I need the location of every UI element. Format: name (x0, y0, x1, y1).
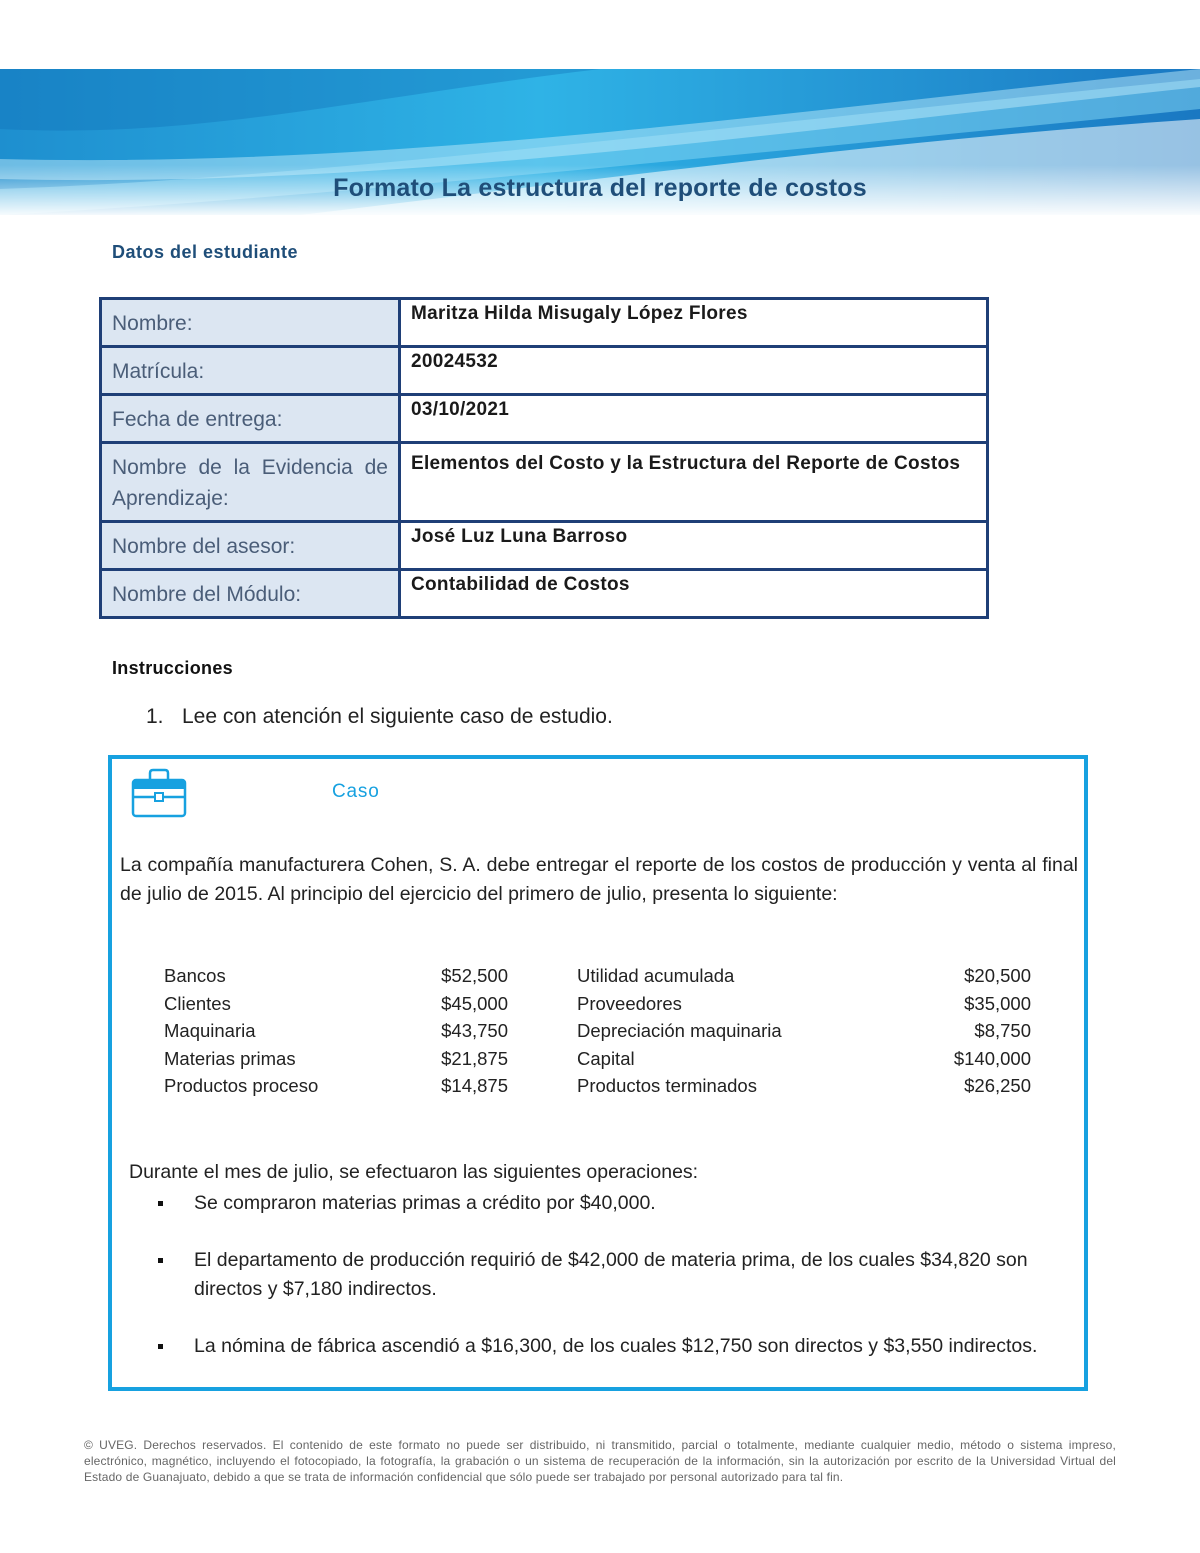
list-item (152, 1246, 1052, 1304)
name-label: Nombre: (101, 299, 400, 347)
list-item (164, 962, 508, 990)
account-amount: $35,000 (964, 992, 1031, 1014)
operations-intro: Durante el mes de julio, se efectuaron las siguientes operaciones: (129, 1161, 699, 1183)
table-row (101, 443, 988, 522)
account-name: Materias primas (164, 1047, 296, 1069)
table-row (101, 299, 988, 347)
bullet-icon (158, 1258, 163, 1263)
case-paragraph: La compañía manufacturera Cohen, S. A. debe entregar el reporte de los costos de producción y venta al final de julio de 2015. Al principio del ejercicio del primero de julio, presenta lo siguiente: (120, 854, 1078, 905)
advisor-value: José Luz Luna Barroso (400, 522, 988, 570)
case-box (108, 755, 1088, 1391)
list-item (164, 1045, 508, 1073)
instruction-text: Lee con atención el siguiente caso de estudio. (182, 705, 613, 728)
account-name: Depreciación maquinaria (577, 1020, 782, 1041)
list-item (164, 1017, 508, 1045)
document-title: Formato La estructura del reporte de costos (333, 174, 867, 202)
account-amount: $43,750 (441, 1020, 508, 1041)
account-name: Productos terminados (577, 1075, 757, 1096)
account-name: Maquinaria (164, 1020, 256, 1041)
table-row (101, 522, 988, 570)
name-value: Maritza Hilda Misugaly López Flores (400, 299, 988, 347)
list-item (577, 990, 1031, 1018)
instruction-item (146, 705, 613, 729)
copyright-footer: © UVEG. Derechos reservados. El contenido de este formato no puede ser distribuido, ni transmitido, parcial o totalmente, mediante cualquier medio, método o sistema impreso, electrónico, magnético, incluyendo el fotocopiado, la fotografía, la grabación o un sistema de recuperación de la información, sin la autorización por escrito de la Universidad Virtual del Estado de Guanajuato, debido a que se trata de información confidencial que sólo puede ser trabajado por personal autorizado para tal fin. (84, 1438, 1116, 1484)
briefcase-icon (130, 767, 188, 819)
delivery-date-label: Fecha de entrega: (101, 395, 400, 443)
list-item (577, 1045, 1031, 1073)
account-amount: $140,000 (953, 1047, 1031, 1069)
instruction-number: 1. (146, 705, 164, 728)
account-amount: $52,500 (441, 965, 508, 986)
account-name: Proveedores (577, 992, 682, 1014)
list-item (577, 1072, 1031, 1100)
instructions-heading: Instrucciones (112, 658, 233, 678)
evidence-name-value: Elementos del Costo y la Estructura del Reporte de Costos (400, 443, 988, 522)
operation-text: Se compraron materias primas a crédito por $40,000. (194, 1192, 656, 1214)
table-row (101, 395, 988, 443)
bullet-icon (158, 1201, 163, 1206)
account-name: Clientes (164, 992, 231, 1014)
account-amount: $21,875 (441, 1047, 508, 1069)
list-item (152, 1332, 1052, 1361)
account-amount: $20,500 (964, 965, 1031, 986)
operation-text: El departamento de producción requirió de $42,000 de materia prima, de los cuales $34,820 son directos y $7,180 indirectos. (194, 1249, 1028, 1300)
module-value: Contabilidad de Costos (400, 570, 988, 618)
account-amount: $14,875 (441, 1075, 508, 1096)
accounts-left-list (164, 962, 508, 1100)
list-item (577, 962, 1031, 990)
account-name: Productos proceso (164, 1075, 319, 1096)
case-title: Caso (332, 781, 380, 802)
operations-list (152, 1189, 1052, 1389)
student-data-heading: Datos del estudiante (112, 242, 299, 262)
student-data-table (99, 297, 989, 619)
list-item (577, 1017, 1031, 1045)
account-amount: $45,000 (441, 992, 508, 1014)
account-name: Capital (577, 1047, 635, 1069)
list-item (152, 1189, 1052, 1218)
enrollment-value: 20024532 (400, 347, 988, 395)
account-amount: $8,750 (974, 1020, 1031, 1041)
accounts-right-list (577, 962, 1031, 1100)
evidence-name-label: Nombre de la Evidencia de Aprendizaje: (101, 443, 400, 522)
account-name: Utilidad acumulada (577, 965, 735, 986)
list-item (164, 990, 508, 1018)
list-item (164, 1072, 508, 1100)
operation-text: La nómina de fábrica ascendió a $16,300, de los cuales $12,750 son directos y $3,550 indirectos. (194, 1335, 1038, 1357)
table-row (101, 570, 988, 618)
account-amount: $26,250 (964, 1075, 1031, 1096)
module-label: Nombre del Módulo: (101, 570, 400, 618)
advisor-label: Nombre del asesor: (101, 522, 400, 570)
enrollment-label: Matrícula: (101, 347, 400, 395)
account-name: Bancos (164, 965, 226, 986)
delivery-date-value: 03/10/2021 (400, 395, 988, 443)
table-row (101, 347, 988, 395)
bullet-icon (158, 1344, 163, 1349)
